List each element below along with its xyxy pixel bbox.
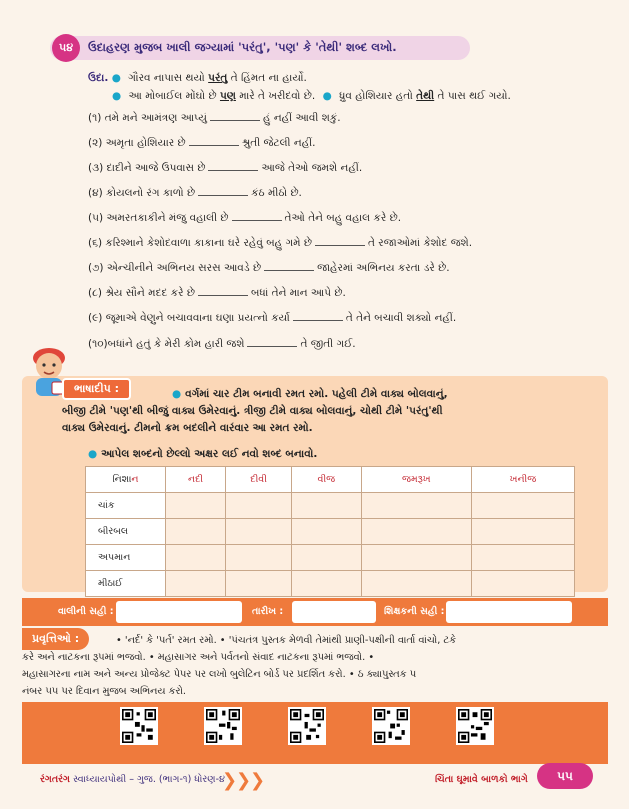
answer-cell[interactable]	[226, 545, 292, 571]
question-line: (૯) જૂમાએ વેણુને બચાવવાના ઘણા પ્રયત્નો કર્યા તે તેને બચાવી શક્યો નહીં.	[88, 312, 457, 324]
pravrutti-text: • 'નર્દ' કે 'પર્ત' રમત રમો. • 'પંચતંત્ર પુસ્તક મેળવી તેમાંથી પ્રાણી-પક્ષીની વાર્તા વાંચો, ટકે કરે અને નાટકના રૂપમાં ભજવો. • મહાસાગર અને પર્વતનો સંવાદ નાટકના રૂપમાં ભજવો. • મહાસાગરના નામ અને અન્ય પ્રોજેક્ટ પેપર પર લખો બુલેટિન બોર્ડ પર પ્રદર્શિત કરો. • ઠ ક્યાપુસ્તક પ નંબર ૫૫ પર દિવાન મુજબ અભિનય કરો.	[22, 635, 457, 697]
answer-blank[interactable]	[198, 288, 248, 296]
bullet-icon: ●	[172, 388, 182, 400]
table-row	[86, 545, 575, 571]
question-line: (૫) અમરતકાકીને મંજુ વહાલી છે તેઓ તેને બહુ વહાલ કરે છે.	[88, 212, 402, 224]
answer-cell[interactable]	[166, 519, 226, 545]
answer-cell[interactable]	[471, 519, 574, 545]
teacher-signature-field[interactable]	[446, 601, 572, 623]
qr-code-icon[interactable]	[204, 707, 242, 745]
chevron-right-icon: ❯	[250, 770, 266, 791]
parent-signature-label: વાલીની સહી :	[58, 606, 114, 617]
question-line: (૮) શ્રેય સૌને મદદ કરે છે બધાં તેને માન આપે છે.	[88, 287, 346, 299]
answer-cell[interactable]	[292, 493, 362, 519]
answer-blank[interactable]	[208, 163, 258, 171]
page-number: ૫૫	[537, 763, 593, 789]
table-row	[86, 519, 575, 545]
row-header: ચાંક	[86, 493, 166, 519]
connector-word: પણ	[219, 90, 236, 102]
activity-tag: ભાષાદીપ :	[62, 378, 131, 400]
bullet-icon: ●	[88, 448, 98, 460]
answer-cell[interactable]	[226, 519, 292, 545]
footer-series: રંગતરંગ સ્વાધ્યાયપોથી – ગુજ. (ભાગ-૧) ધોરણ-૪	[40, 774, 225, 785]
answer-cell[interactable]	[361, 571, 471, 597]
answer-cell[interactable]	[166, 545, 226, 571]
answer-cell[interactable]	[166, 571, 226, 597]
answer-cell[interactable]	[471, 571, 574, 597]
question-line: (૩) દાદીને આજે ઉપવાસ છે આજે તેઓ જમશે નહીં.	[88, 162, 363, 174]
answer-blank[interactable]	[198, 188, 248, 196]
bullet-icon: ●	[112, 90, 122, 102]
answer-cell[interactable]	[361, 493, 471, 519]
table-row	[86, 571, 575, 597]
answer-cell[interactable]	[226, 493, 292, 519]
example-label: ઉદા.	[88, 72, 109, 84]
activity-instructions: ● વર્ગમાં ચાર ટીમ બનાવી રમત રમો. પહેલી ટીમે વાક્ય બોલવાનું, બીજી ટીમે 'પણ'થી બીજું વાક્ય ઉમેરવાનું. ત્રીજી ટીમે વાક્ય બોલવાનું, ચોથી ટીમે 'પરંતુ'થી વાક્ય ઉમેરવાનું. ટીમનો ક્રમ બદલીને વારંવાર આ રમત રમો.	[62, 388, 448, 434]
teacher-signature-label: શિક્ષકની સહી :	[384, 606, 445, 617]
qr-code-icon[interactable]	[120, 707, 158, 745]
table-row	[86, 493, 575, 519]
question-line: (૬) કરિશ્માને કેશોદવાળા કાકાના ઘરે રહેવું બહુ ગમે છે તે રજાઓમાં કેશોદ જશે.	[88, 237, 473, 249]
column-header: ખનીજ	[471, 467, 574, 493]
answer-cell[interactable]	[226, 571, 292, 597]
column-header: જમરૂખ	[361, 467, 471, 493]
bullet-icon: ●	[111, 72, 121, 84]
answer-cell[interactable]	[471, 545, 574, 571]
answer-cell[interactable]	[471, 493, 574, 519]
question-line: (૪) કોયલનો રંગ કાળો છે કંઠ મીઠો છે.	[88, 187, 302, 199]
answer-cell[interactable]	[292, 519, 362, 545]
answer-cell[interactable]	[361, 545, 471, 571]
example-1: ઉદા. ● ગૌરવ નાપાસ થયો પરંતુ તે હિંમત ના હાર્યો.	[88, 72, 307, 84]
example-2: ● આ મોબાઈલ મોંઘો છે પણ મારે તે ખરીદવો છે. ● ધ્રુવ હોશિયાર હતો તેથી તે પાસ થઈ ગયો.	[112, 90, 511, 102]
qr-code-icon[interactable]	[456, 707, 494, 745]
row-header: મીઠાઈ	[86, 571, 166, 597]
row-header: બીરબલ	[86, 519, 166, 545]
qr-code-icon[interactable]	[288, 707, 326, 745]
question-line: (૧૦)બધાંને હતું કે મેરી કોમ હારી જશે તે જીતી ગઈ.	[88, 338, 356, 350]
connector-word: તેથી	[416, 90, 435, 102]
answer-cell[interactable]	[292, 545, 362, 571]
word-chain-table	[85, 466, 575, 597]
answer-blank[interactable]	[264, 263, 314, 271]
answer-blank[interactable]	[247, 339, 297, 347]
pravrutti-tag: પ્રવૃત્તિઓ :	[22, 628, 89, 650]
date-field[interactable]	[292, 601, 376, 623]
answer-blank[interactable]	[232, 213, 282, 221]
footer-slogan: ચિંતા ઘૂમાવે બાળકો ભાગે	[435, 774, 528, 785]
question-line: (૧) તમે મને આમંત્રણ આપ્યું હું નહીં આવી શકું.	[88, 112, 341, 124]
question-line: (૭) એન્ચીનીને અભિનય સરસ આવડે છે જાહેરમાં અભિનય કરતા ડરે છે.	[88, 262, 450, 274]
exercise-title: ઉદાહરણ મુજબ ખાલી જગ્યામાં 'પરંતુ', 'પણ' કે 'તેથી' શબ્દ લખો.	[88, 40, 397, 54]
column-header: નદી	[166, 467, 226, 493]
chevron-right-icon: ❯	[222, 770, 238, 791]
answer-blank[interactable]	[293, 313, 343, 321]
answer-blank[interactable]	[210, 113, 260, 121]
qr-code-icon[interactable]	[372, 707, 410, 745]
question-line: (૨) અમૃતા હોશિયાર છે શ્રુતી જેટલી નહીં.	[88, 137, 316, 149]
date-label: તારીખ :	[252, 606, 284, 617]
column-header: નિશાન	[86, 467, 166, 493]
word-game-instruction: ● આપેલ શબ્દનો છેલ્લો અક્ષર લઈ નવો શબ્દ બનાવો.	[88, 448, 318, 460]
answer-cell[interactable]	[361, 519, 471, 545]
answer-cell[interactable]	[292, 571, 362, 597]
parent-signature-field[interactable]	[116, 601, 242, 623]
bullet-icon: ●	[322, 90, 332, 102]
connector-word: પરંતુ	[208, 72, 228, 84]
column-header: દીવી	[226, 467, 292, 493]
table-header-row	[86, 467, 575, 493]
answer-cell[interactable]	[166, 493, 226, 519]
answer-blank[interactable]	[315, 238, 365, 246]
chevron-right-icon: ❯	[236, 770, 252, 791]
answer-blank[interactable]	[189, 138, 239, 146]
column-header: વીજ	[292, 467, 362, 493]
exercise-number-badge: ૫૪	[52, 34, 80, 62]
row-header: અપમાન	[86, 545, 166, 571]
